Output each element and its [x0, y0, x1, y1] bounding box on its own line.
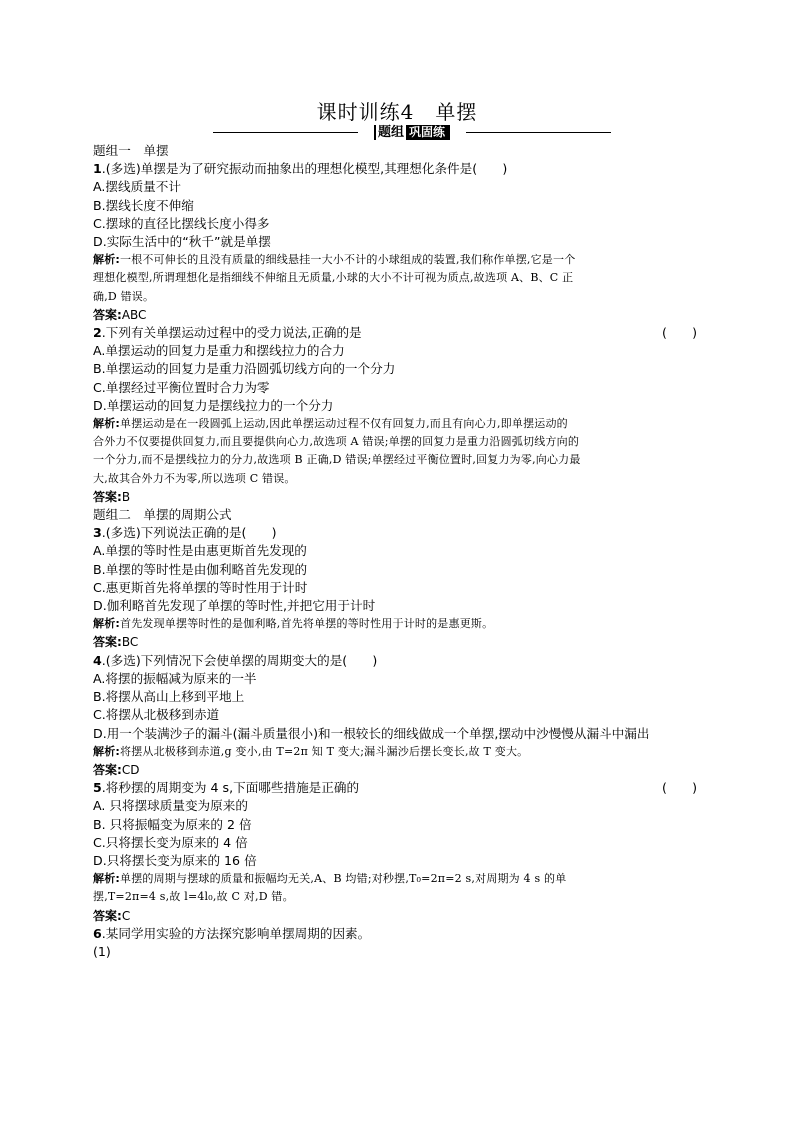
solution-text: 首先发现单摆等时性的是伽利略,首先将单摆的等时性用于计时的是惠更斯。 — [120, 617, 494, 631]
answer-label: 答案: — [93, 908, 122, 923]
solution-label: 解析: — [93, 617, 120, 631]
option: B.摆线长度不伸缩 — [93, 197, 194, 213]
sub-question-number: (1) — [93, 943, 111, 959]
solution-line: 合外力不仅要提供回复力,而且要提供向心力,故选项 A 错误;单摆的回复力是重力沿圆弧切线方向的 — [93, 435, 580, 449]
solution-text: 一根不可伸长的且没有质量的细线悬挂一大小不计的小球组成的装置,我们称作单摆,它是一个 — [120, 253, 576, 267]
question-stem — [93, 160, 701, 178]
group-title: 题组一 单摆 — [93, 143, 169, 158]
solution-line — [93, 870, 701, 888]
answer-label: 答案: — [93, 762, 122, 777]
section-banner — [213, 124, 611, 140]
question-number: 4 — [93, 652, 102, 668]
option: D.用一个装满沙子的漏斗(漏斗质量很小)和一根较长的细线做成一个单摆,摆动中沙慢慢从漏斗中漏出 — [93, 725, 650, 741]
question-stem — [93, 925, 701, 943]
answer-value: ABC — [121, 307, 147, 322]
answer-line — [93, 761, 701, 779]
group-title: 题组二 单摆的周期公式 — [93, 507, 232, 523]
solution-text: 单摆的周期与摆球的质量和振幅均无关,A、B 均错;对秒摆,T₀=2π=2 s,对周期为 4 s 的单 — [120, 872, 567, 886]
exercise-content — [93, 142, 701, 961]
option: C.将摆从北极移到赤道 — [93, 707, 220, 723]
option: C.只将摆长变为原来的 4 倍 — [93, 834, 248, 850]
option: D.只将摆长变为原来的 16 倍 — [93, 852, 257, 868]
option: A.单摆的等时性是由惠更斯首先发现的 — [93, 543, 307, 559]
option: D.单摆运动的回复力是摆线拉力的一个分力 — [93, 397, 334, 413]
question-text: .将秒摆的周期变为 4 s,下面哪些措施是正确的 — [101, 780, 360, 796]
solution-line: 理想化模型,所谓理想化是指细线不伸缩且无质量,小球的大小不计可视为质点,故选项 A、B、C 正 — [93, 271, 574, 285]
answer-value: B — [121, 489, 131, 504]
answer-line — [93, 633, 701, 651]
solution-line: 一个分力,而不是摆线拉力的分力,故选项 B 正确,D 错误;单摆经过平衡位置时,回复力为零,向心力最 — [93, 453, 581, 467]
option: B. 只将振幅变为原来的 2 倍 — [93, 816, 252, 832]
answer-line — [93, 488, 701, 506]
answer-value: BC — [121, 635, 139, 650]
solution-line — [93, 415, 701, 433]
option: B.单摆运动的回复力是重力沿圆弧切线方向的一个分力 — [93, 361, 396, 377]
solution-label: 解析: — [93, 744, 120, 758]
answer-line — [93, 907, 701, 925]
option: C.惠更斯首先将单摆的等时性用于计时 — [93, 579, 308, 595]
option: D.实际生活中的“秋千”就是单摆 — [93, 234, 271, 250]
option: A. 只将摆球质量变为原来的 — [93, 798, 248, 814]
banner-label-right: 巩固练 — [406, 125, 450, 140]
answer-blank: ( ) — [661, 325, 697, 341]
option: C.摆球的直径比摆线长度小得多 — [93, 215, 270, 231]
option: B.将摆从高山上移到平地上 — [93, 689, 245, 705]
solution-label: 解析: — [93, 253, 120, 267]
banner-rule-left — [213, 132, 358, 133]
solution-text: 单摆运动是在一段圆弧上运动,因此单摆运动过程不仅有回复力,而且有向心力,即单摆运动的 — [120, 417, 568, 431]
option: A.摆线质量不计 — [93, 179, 181, 195]
question-number: 3 — [93, 525, 102, 541]
question-stem — [93, 652, 701, 670]
answer-value: CD — [121, 762, 140, 777]
banner-label — [359, 124, 465, 140]
question-stem — [93, 324, 701, 342]
question-text: .(多选)单摆是为了研究振动而抽象出的理想化模型,其理想化条件是( ) — [101, 161, 508, 177]
banner-rule-right — [466, 132, 611, 133]
solution-line: 摆,T=2π=4 s,故 l=4l₀,故 C 对,D 错。 — [93, 890, 294, 904]
answer-line — [93, 306, 701, 324]
option: D.伽利略首先发现了单摆的等时性,并把它用于计时 — [93, 598, 376, 614]
option: A.单摆运动的回复力是重力和摆线拉力的合力 — [93, 343, 345, 359]
answer-label: 答案: — [93, 635, 122, 650]
answer-value: C — [121, 908, 131, 923]
page-title: 课时训练4 单摆 — [316, 100, 478, 124]
question-text: .某同学用实验的方法探究影响单摆周期的因素。 — [101, 925, 371, 941]
solution-line — [93, 251, 701, 269]
question-stem — [93, 779, 701, 797]
solution-label: 解析: — [93, 872, 120, 886]
question-text: .下列有关单摆运动过程中的受力说法,正确的是 — [101, 325, 362, 341]
question-number: 1 — [93, 161, 102, 177]
solution-label: 解析: — [93, 417, 120, 431]
question-number: 5 — [93, 780, 102, 796]
banner-label-left: 题组 — [374, 125, 406, 140]
question-stem — [93, 524, 701, 542]
option: C.单摆经过平衡位置时合力为零 — [93, 379, 270, 395]
solution-line — [93, 743, 701, 761]
question-number: 2 — [93, 325, 102, 341]
question-text: .(多选)下列情况下会使单摆的周期变大的是( ) — [101, 652, 378, 668]
answer-label: 答案: — [93, 489, 122, 504]
solution-line: 确,D 错误。 — [93, 289, 155, 303]
question-number: 6 — [93, 925, 102, 941]
question-text: .(多选)下列说法正确的是( ) — [101, 525, 277, 541]
solution-line: 大,故其合外力不为零,所以选项 C 错误。 — [93, 471, 296, 485]
solution-line — [93, 615, 701, 633]
answer-blank: ( ) — [661, 780, 697, 796]
answer-label: 答案: — [93, 307, 122, 322]
solution-text: 将摆从北极移到赤道,g 变小,由 T=2π 知 T 变大;漏斗漏沙后摆长变长,故 T 变大。 — [120, 744, 529, 758]
option: A.将摆的振幅减为原来的一半 — [93, 670, 257, 686]
option: B.单摆的等时性是由伽利略首先发现的 — [93, 561, 308, 577]
